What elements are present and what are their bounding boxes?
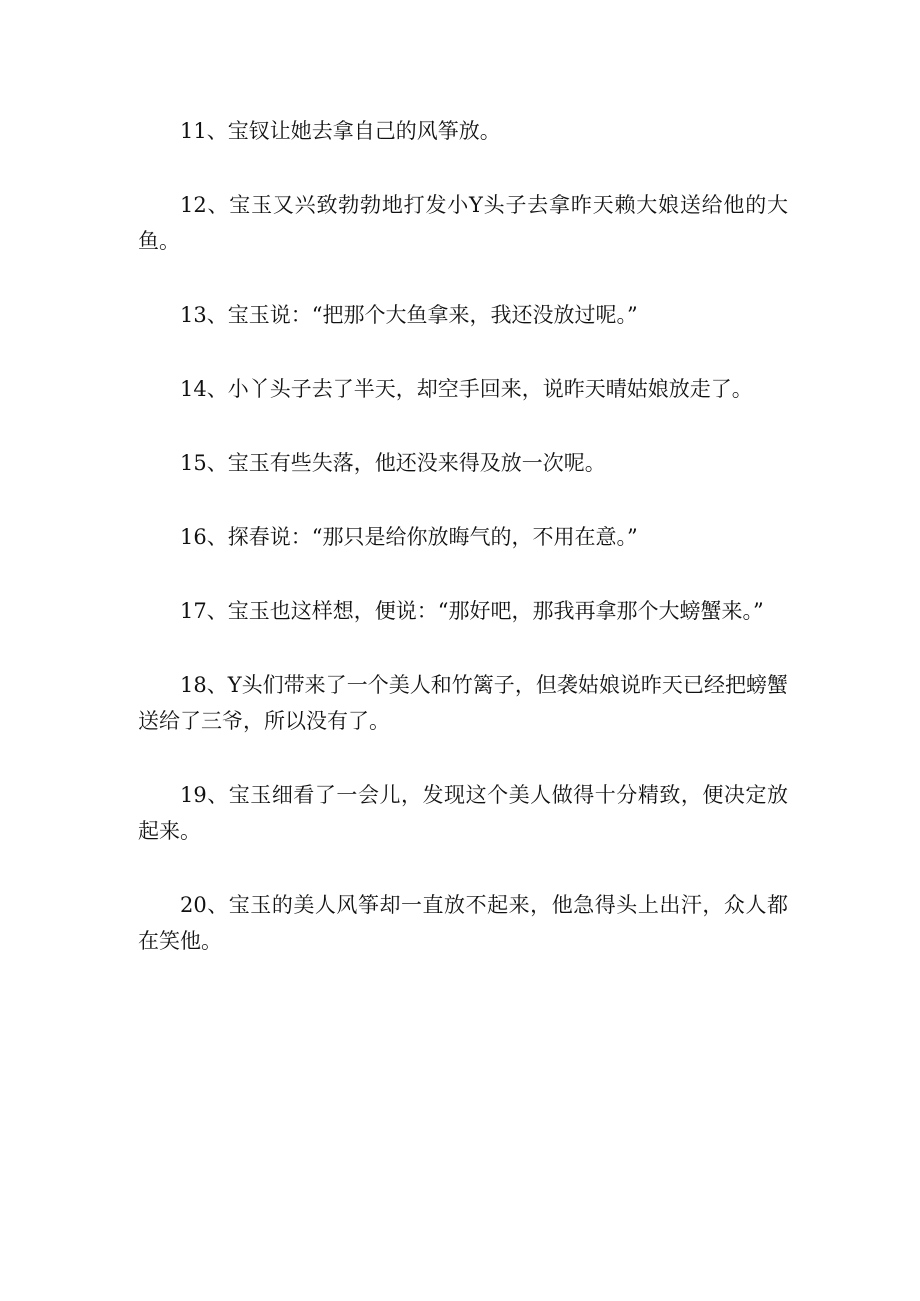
paragraph-15: 15、宝玉有些失落，他还没来得及放一次呢。: [180, 451, 606, 475]
paragraph-20: 20、宝玉的美人风筝却一直放不起来，他急得头上出汗，众人都在笑他。: [138, 893, 788, 953]
paragraph-18: 18、Y头们带来了一个美人和竹篱子，但袭姑娘说昨天已经把螃蟹送给了三爷，所以没有了。: [138, 673, 788, 733]
paragraph-13: 13、宝玉说：“把那个大鱼拿来，我还没放过呢。”: [180, 303, 638, 327]
paragraph-11: 11、宝钗让她去拿自己的风筝放。: [180, 119, 501, 143]
paragraph-16: 16、探春说：“那只是给你放晦气的，不用在意。”: [180, 525, 638, 549]
document-body: [138, 113, 788, 997]
paragraph-19: 19、宝玉细看了一会儿，发现这个美人做得十分精致，便决定放起来。: [138, 783, 788, 843]
paragraph-14: 14、小丫头子去了半天，却空手回来，说昨天晴姑娘放走了。: [180, 377, 753, 401]
paragraph-17: 17、宝玉也这样想，便说：“那好吧，那我再拿那个大螃蟹来。”: [180, 599, 764, 623]
paragraph-12: 12、宝玉又兴致勃勃地打发小Y头子去拿昨天赖大娘送给他的大鱼。: [138, 193, 788, 253]
